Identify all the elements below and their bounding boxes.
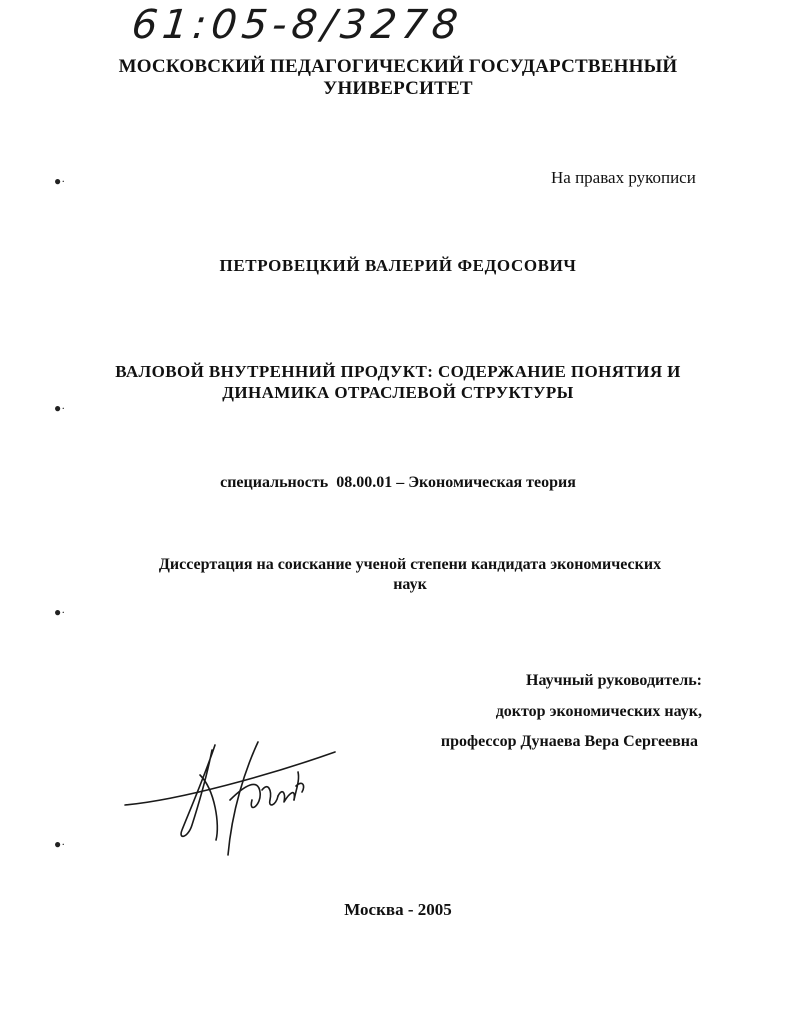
university-line-2: УНИВЕРСИТЕТ: [323, 78, 473, 99]
dissertation-degree: [100, 555, 720, 595]
advisor-name: профессор Дунаева Вера Сергеевна: [440, 733, 698, 750]
signature-stroke: [200, 775, 217, 840]
advisor-degree: доктор экономических наук,: [495, 703, 702, 720]
margin-mark: ●·: [54, 174, 66, 188]
university-line-1: МОСКОВСКИЙ ПЕДАГОГИЧЕСКИЙ ГОСУДАРСТВЕННЫЙ: [118, 56, 678, 77]
archive-code: 61:05-8/3278: [129, 2, 465, 48]
signature-stroke: [262, 787, 278, 805]
author-name: ПЕТРОВЕЦКИЙ ВАЛЕРИЙ ФЕДОСОВИЧ: [219, 256, 577, 275]
title-line-2: ДИНАМИКА ОТРАСЛЕВОЙ СТРУКТУРЫ: [222, 383, 574, 402]
signature-stroke: [125, 752, 335, 805]
margin-mark: ●·: [54, 837, 66, 851]
university-header: [0, 56, 796, 100]
advisor-label: Научный руководитель:: [526, 672, 702, 689]
signature-stroke: [230, 784, 260, 807]
degree-line-2: наук: [393, 576, 427, 593]
title-line-1: ВАЛОВОЙ ВНУТРЕННИЙ ПРОДУКТ: СОДЕРЖАНИЕ ПОНЯТИЯ И: [115, 362, 681, 381]
signature-stroke: [294, 772, 304, 800]
dissertation-title: [0, 361, 796, 403]
degree-line-1: Диссертация на соискание ученой степени кандидата экономических: [158, 556, 662, 573]
rights-note: На правах рукописи: [551, 168, 696, 187]
signature-stroke: [278, 792, 294, 802]
margin-mark: ●·: [54, 401, 66, 415]
city-year: Москва - 2005: [344, 900, 452, 919]
signature: [120, 730, 350, 870]
margin-mark: ●·: [54, 605, 66, 619]
specialty: специальность 08.00.01 – Экономическая теория: [220, 474, 576, 491]
